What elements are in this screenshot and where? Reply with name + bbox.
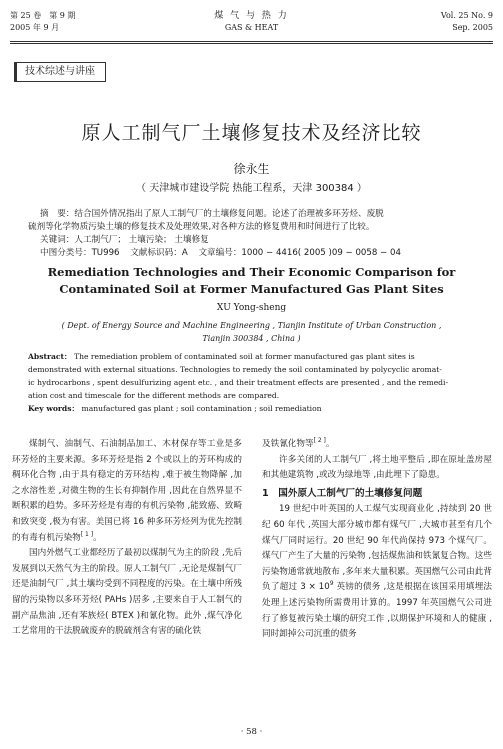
paragraph: 国内外燃气工业都经历了最初以煤制气为主的阶段 ,先后发展到以天然气为主的阶段。原人工制气厂 ,无论是煤制气厂还是油制气厂 ,其土壤均受到不同程度的污染。在土壤中所残留的污染物以多环芳烃( PAHs )居多 ,主要来自于人工制气的副产品焦油 ,还有苯族烃( BTEX )和氰化物。此外 ,煤气净化工艺常用的干法脱硫废弃的脱硫剂含有害的硫化铁 [12,548,242,637]
header-vol-no-en: Vol. 25 No. 9 [440,11,493,20]
section-heading: 1 国外原人工制气厂的土壤修复问题 [262,487,423,499]
classification-row [28,247,478,260]
abstract-en-line1: The remediation problem of contaminated soil at former manufactured gas plant sites is [74,352,415,361]
page-number: · 58 · [240,727,263,737]
abstract-en-line4: ation cost and timescale for the different methods are compared. [28,391,280,400]
paragraph-end: 。 [93,532,102,543]
running-header [10,10,493,42]
clc-number: 中图分类号：TU996 [40,248,120,258]
title-english-line1: Remediation Technologies and Their Economic Comparison for [47,265,456,279]
author-english: XU Yong-sheng [216,303,287,313]
header-rule-bottom [10,43,493,44]
keywords-label-cn: 关键词： [40,235,75,245]
title-english-line2: Contaminated Soil at Former Manufactured Gas Plant Sites [59,282,444,296]
affiliation-chinese: （ 天津城市建设学院 热能工程系，天津 300384 ） [136,183,367,194]
paragraph-text: 及铁氰化物等 [262,439,314,449]
abstract-english [28,350,478,415]
paragraph: 许多关闭的人工制气厂 ,将土地平整后 ,即在原址盖房屋和其他建筑物 ,或改为绿地等 ,由此埋下了隐患。 [262,454,492,481]
abstract-en-line3: ic hydrocarbons , spent desulfurizing agent etc. , and their treatment effects are presented , and the remedi- [28,378,449,387]
abstract-text-cn: 结合国外情况指出了原人工制气厂的土壤修复问题。论述了治理被多环芳烃、废脱 [74,209,384,219]
paragraph-end: 。 [325,439,335,449]
author-chinese: 徐永生 [233,162,270,176]
paragraph [262,502,492,642]
header-volume-issue: 第 25 卷 第 9 期 [10,11,76,20]
affiliation-english-line2: Tianjin 300384 , China ) [202,334,301,343]
keywords-label-en: Key words： [28,404,80,413]
keywords-cn: 人工制气厂； 土壤污染； 土壤修复 [74,235,209,245]
abstract-label-cn: 摘 要： [40,209,75,219]
column-label-box [14,62,106,82]
affiliation-english-line1: ( Dept. of Energy Source and Machine Engineering , Tianjin Institute of Urban Construction , [61,321,442,330]
paragraph-text: 英镑的债务 ,这是根据在该国采用填埋法处理上述污染物所需费用计算的。1997 年英国燃气公司进行了修复被污染土壤的研究工作 ,以期保护环境和人的健康 ,同时卸掉公司沉重的债务 [262,582,492,640]
body-column-right [262,437,492,643]
header-date-en: Sep. 2005 [452,23,493,32]
abstract-text-cn-2: 硫剂等化学物质污染土壤的修复技术及处理效果,对各种方法的修复费用和时间进行了比较。 [28,222,375,232]
title-english [0,264,503,298]
header-volume-en [441,10,493,34]
keywords-en: manufactured gas plant ; soil contamination ; soil remediation [81,404,322,413]
paragraph-text: 煤制气、油制气、石油制品加工、木材保存等工业是多环芳烃的主要来源。多环芳烃是指 2 个或以上的芳环构成的稠环化合物 ,由于具有稳定的芳环结构 ,难于被生物降解 ,加之水溶性差 ,对微生物的生长有抑制作用 ,因此在自然界显不断积累的趋势。多环芳烃是有毒的有机污染物 ,能致癌、致畸和致突变 ,极为有害。美国已将 16 种多环芳烃列为优先控制的有毒有机污染物 [12,439,242,543]
header-date-cn: 2005 年 9 月 [10,23,60,32]
document-code: 文献标识码：A [130,248,188,258]
paragraph-text: 19 世纪中叶英国的人工煤气实现商业化 ,持续到 20 世纪 60 年代 ,英国大部分城市都有煤气厂 ,大城市甚至有几个煤气厂同时运行。20 世纪 90 年代尚保持 973 个煤气厂。煤气厂产生了大量的污染物 ,包括煤焦油和铁氰复合物。这些污染物通常就地散布 ,多年来大量积累。英国燃气公司由此背负了超过 3 × 10 [262,504,492,593]
reference-citation[interactable]: [ 2 ] [313,437,326,445]
body-column-left [12,437,242,640]
article-number: 文章编号：1000 − 4416( 2005 )09 − 0058 − 04 [198,248,401,258]
affiliation-english [0,319,503,345]
header-journal [10,10,493,34]
header-journal-en: GAS & HEAT [224,23,279,32]
abstract-label-en: Abstract： [28,352,72,361]
header-rule-top [10,41,493,42]
header-journal-cn: 煤 气 与 热 力 [214,11,289,21]
abstract-chinese [28,208,478,260]
paragraph [12,437,242,546]
paragraph-continued [262,437,492,453]
superscript-exponent: 9 [329,580,334,588]
abstract-en-line2: demonstrated with external situations. Technologies to remedy the soil contaminated by polycyclic aromat- [28,365,442,374]
title-chinese: 原人工制气厂土壤修复技术及经济比较 [81,122,422,144]
column-label: 技术综述与讲座 [25,66,95,77]
reference-citation[interactable]: [ 1 ] [80,530,94,538]
